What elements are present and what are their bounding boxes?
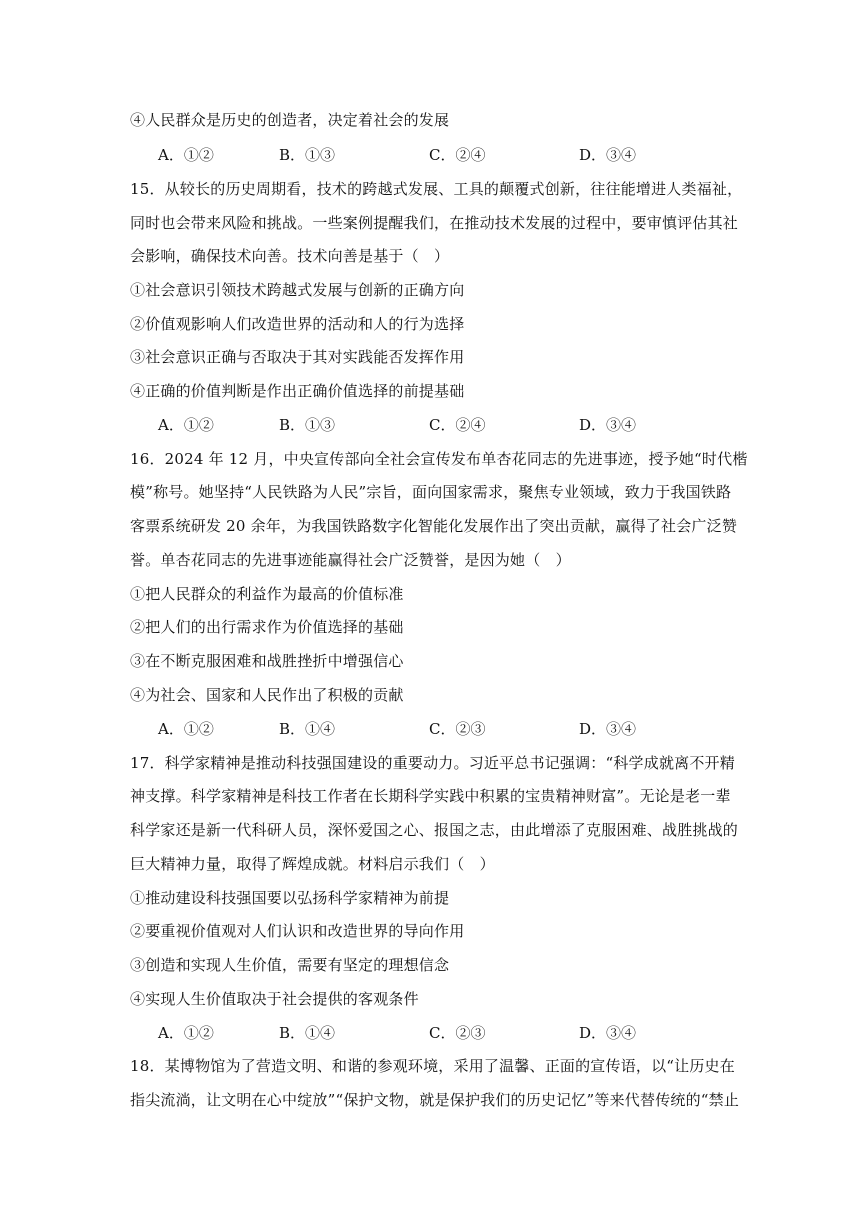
- q14-option-b: B．①③: [279, 146, 336, 164]
- q17-stem-line-1: 17．科学家精神是推动科技强国建设的重要动力。习近平总书记强调：“科学成就离不开精: [130, 754, 735, 772]
- q14-option-a: A．①②: [158, 146, 214, 164]
- q15-item-3: ③社会意识正确与否取决于其对实践能否发挥作用: [130, 348, 465, 366]
- q17-option-c: C．②③: [429, 1024, 486, 1042]
- q15-item-1: ①社会意识引领技术跨越式发展与创新的正确方向: [130, 281, 465, 299]
- q16-option-a: A．①②: [158, 720, 214, 738]
- q15-stem-line-2: 同时也会带来风险和挑战。一些案例提醒我们，在推动技术发展的过程中，要审慎评估其社: [130, 214, 739, 232]
- q16-option-d: D．③④: [579, 720, 637, 738]
- q17-stem-line-3: 科学家还是新一代科研人员，深怀爱国之心、报国之志，由此增添了克服困难、战胜挑战的: [130, 821, 739, 839]
- q16-item-3: ③在不断克服困难和战胜挫折中增强信心: [130, 652, 404, 670]
- q17-item-1: ①推动建设科技强国要以弘扬科学家精神为前提: [130, 889, 450, 907]
- q17-item-4: ④实现人生价值取决于社会提供的客观条件: [130, 990, 419, 1008]
- q14-option-d: D．③④: [579, 146, 637, 164]
- q17-option-b: B．①④: [279, 1024, 336, 1042]
- q15-stem-line-3: 会影响，确保技术向善。技术向善是基于（ ）: [130, 247, 450, 265]
- q17-options: [158, 1023, 718, 1043]
- q15-option-a: A．①②: [158, 416, 214, 434]
- q15-option-b: B．①③: [279, 416, 336, 434]
- q16-item-2: ②把人们的出行需求作为价值选择的基础: [130, 618, 404, 636]
- q14-item-4: ④人民群众是历史的创造者，决定着社会的发展: [130, 111, 450, 129]
- q16-stem-line-3: 客票系统研发 20 余年，为我国铁路数字化智能化发展作出了突出贡献，赢得了社会广泛赞: [130, 517, 738, 535]
- q16-item-1: ①把人民群众的利益作为最高的价值标准: [130, 585, 404, 603]
- q15-options: [158, 415, 718, 435]
- q15-option-c: C．②④: [429, 416, 486, 434]
- q16-options: [158, 719, 718, 739]
- q14-options: [158, 145, 718, 165]
- q16-stem-line-1: 16．2024 年 12 月，中央宣传部向全社会宣传发布单杏花同志的先进事迹，授予她“时代楷: [130, 450, 748, 468]
- q17-stem-line-4: 巨大精神力量，取得了辉煌成就。材料启示我们（ ）: [130, 855, 495, 873]
- q17-stem-line-2: 神支撑。科学家精神是科技工作者在长期科学实践中积累的宝贵精神财富”。无论是老一辈: [130, 787, 731, 805]
- q15-item-4: ④正确的价值判断是作出正确价值选择的前提基础: [130, 382, 465, 400]
- q15-item-2: ②价值观影响人们改造世界的活动和人的行为选择: [130, 315, 465, 333]
- q18-stem-line-2: 指尖流淌，让文明在心中绽放”“保护文物，就是保护我们的历史记忆”等来代替传统的“禁止: [130, 1091, 740, 1109]
- q16-option-c: C．②③: [429, 720, 486, 738]
- q17-item-3: ③创造和实现人生价值，需要有坚定的理想信念: [130, 956, 450, 974]
- q16-option-b: B．①④: [279, 720, 336, 738]
- q17-option-d: D．③④: [579, 1024, 637, 1042]
- q15-stem-line-1: 15．从较长的历史周期看，技术的跨越式发展、工具的颠覆式创新，往往能增进人类福祉，: [130, 180, 743, 198]
- q15-option-d: D．③④: [579, 416, 637, 434]
- q17-option-a: A．①②: [158, 1024, 214, 1042]
- q18-stem-line-1: 18．某博物馆为了营造文明、和谐的参观环境，采用了温馨、正面的宣传语，以“让历史在: [130, 1057, 735, 1075]
- q16-stem-line-4: 誉。单杏花同志的先进事迹能赢得社会广泛赞誉，是因为她（ ）: [130, 551, 571, 569]
- q16-item-4: ④为社会、国家和人民作出了积极的贡献: [130, 686, 404, 704]
- q17-item-2: ②要重视价值观对人们认识和改造世界的导向作用: [130, 922, 465, 940]
- q16-stem-line-2: 模”称号。她坚持“人民铁路为人民”宗旨，面向国家需求，聚焦专业领域，致力于我国铁路: [130, 483, 732, 501]
- q14-option-c: C．②④: [429, 146, 486, 164]
